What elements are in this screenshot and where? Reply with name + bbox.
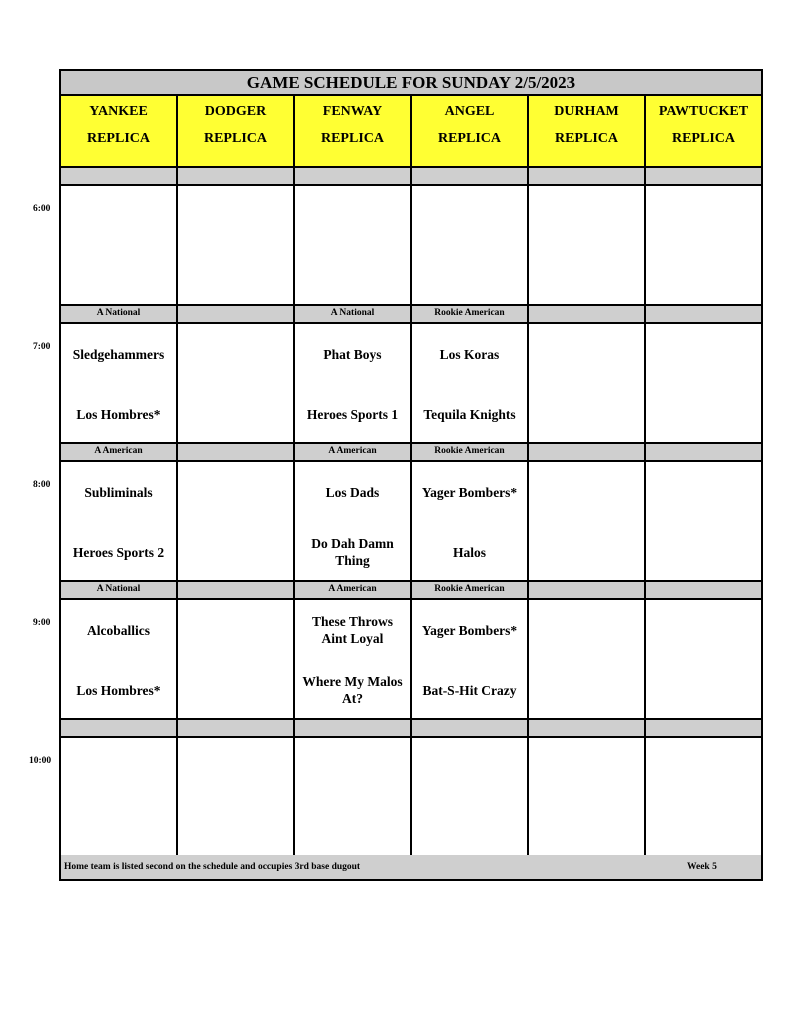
field-subname: REPLICA (203, 131, 267, 146)
field-name: YANKEE (89, 104, 148, 119)
home-team (299, 808, 406, 848)
game-cell (178, 600, 295, 720)
home-team: Halos (452, 544, 486, 560)
division-label (646, 582, 761, 600)
away-team (299, 196, 406, 236)
home-team (416, 808, 523, 848)
division-label (646, 444, 761, 462)
home-team: Heroes Sports 2 (72, 544, 165, 560)
away-team: Yager Bombers* (421, 622, 518, 638)
game-cell (61, 462, 178, 582)
home-team (65, 256, 172, 296)
game-cell (61, 738, 178, 858)
game-cell (529, 462, 646, 582)
division-label: Rookie American (412, 582, 529, 600)
time-label: 8:00 (33, 480, 51, 490)
away-team (533, 472, 640, 512)
game-cell (529, 738, 646, 858)
game-cell (646, 738, 761, 858)
game-cell (178, 738, 295, 858)
schedule-table (59, 69, 763, 881)
away-team (650, 472, 757, 512)
away-team (533, 196, 640, 236)
field-name: DURHAM (554, 104, 619, 119)
away-team (533, 334, 640, 374)
game-cell (646, 324, 761, 444)
home-team (182, 808, 289, 848)
home-team: Bat-S-Hit Crazy (422, 682, 517, 698)
game-cell (295, 738, 412, 858)
game-cell (61, 600, 178, 720)
division-label (529, 306, 646, 324)
game-cell (295, 600, 412, 720)
home-team: Heroes Sports 1 (306, 406, 399, 422)
away-team: Yager Bombers* (421, 484, 518, 500)
game-cell (412, 462, 529, 582)
division-label: Rookie American (412, 306, 529, 324)
home-team: Los Hombres* (76, 682, 161, 698)
away-team (182, 610, 289, 650)
home-team (182, 532, 289, 572)
division-label (61, 168, 178, 186)
away-team: Sledgehammers (72, 346, 165, 362)
game-cell (412, 600, 529, 720)
away-team (650, 196, 757, 236)
game-cell (295, 462, 412, 582)
home-team (533, 256, 640, 296)
home-team (533, 808, 640, 848)
home-team: Los Hombres* (76, 406, 161, 422)
away-team (416, 748, 523, 788)
division-label: A American (61, 444, 178, 462)
game-cell (178, 324, 295, 444)
away-team: Alcoballics (87, 622, 150, 638)
division-label: A National (295, 306, 412, 324)
away-team (650, 610, 757, 650)
division-label (178, 720, 295, 738)
game-cell (295, 186, 412, 306)
time-label: 7:00 (33, 342, 51, 352)
division-label (178, 168, 295, 186)
schedule-footer (61, 855, 761, 879)
division-label (529, 444, 646, 462)
away-team (533, 748, 640, 788)
away-team: Los Koras (439, 346, 500, 362)
field-name: ANGEL (444, 104, 495, 119)
field-header-4 (529, 96, 646, 168)
division-label: A National (61, 306, 178, 324)
field-name: DODGER (204, 104, 267, 119)
home-team (533, 532, 640, 572)
game-cell (178, 462, 295, 582)
home-team (650, 532, 757, 572)
game-cell (529, 600, 646, 720)
division-label: A American (295, 444, 412, 462)
away-team (65, 196, 172, 236)
home-team (650, 256, 757, 296)
division-label (646, 306, 761, 324)
division-label (529, 720, 646, 738)
field-subname: REPLICA (86, 131, 150, 146)
field-subname: REPLICA (671, 131, 735, 146)
division-label (412, 168, 529, 186)
away-team: Phat Boys (323, 346, 382, 362)
home-team (650, 394, 757, 434)
home-team (650, 670, 757, 710)
away-team (182, 748, 289, 788)
division-label (178, 582, 295, 600)
away-team (533, 610, 640, 650)
away-team (182, 196, 289, 236)
game-cell (295, 324, 412, 444)
away-team (299, 748, 406, 788)
division-label: A National (61, 582, 178, 600)
home-team (182, 394, 289, 434)
home-team (533, 670, 640, 710)
home-team (182, 670, 289, 710)
division-label (529, 582, 646, 600)
away-team (650, 748, 757, 788)
home-team (416, 256, 523, 296)
division-label (178, 306, 295, 324)
division-label: A American (295, 582, 412, 600)
division-label (646, 168, 761, 186)
game-cell (646, 462, 761, 582)
home-team: Tequila Knights (423, 406, 516, 422)
home-team: Where My Malos At? (302, 674, 403, 706)
division-label: Rookie American (412, 444, 529, 462)
away-team: Los Dads (325, 484, 380, 500)
field-subname: REPLICA (320, 131, 384, 146)
game-cell (412, 324, 529, 444)
home-team (533, 394, 640, 434)
field-subname: REPLICA (437, 131, 501, 146)
game-cell (61, 324, 178, 444)
time-label: 10:00 (29, 756, 52, 766)
away-team: These Throws Aint Loyal (312, 614, 393, 646)
game-cell (529, 324, 646, 444)
game-cell (412, 186, 529, 306)
away-team (416, 196, 523, 236)
away-team (182, 334, 289, 374)
time-label: 6:00 (33, 204, 51, 214)
field-header-5 (646, 96, 761, 168)
game-cell (178, 186, 295, 306)
away-team (65, 748, 172, 788)
division-label (412, 720, 529, 738)
division-label (529, 168, 646, 186)
field-header-1 (178, 96, 295, 168)
home-team (65, 808, 172, 848)
away-team (182, 472, 289, 512)
field-name: PAWTUCKET (658, 104, 749, 119)
time-label: 9:00 (33, 618, 51, 628)
game-cell (646, 186, 761, 306)
division-label (61, 720, 178, 738)
field-subname: REPLICA (554, 131, 618, 146)
field-header-2 (295, 96, 412, 168)
game-cell (61, 186, 178, 306)
field-header-0 (61, 96, 178, 168)
game-cell (529, 186, 646, 306)
home-team (650, 808, 757, 848)
field-header-3 (412, 96, 529, 168)
home-team (299, 256, 406, 296)
division-label (646, 720, 761, 738)
division-label (295, 720, 412, 738)
away-team (650, 334, 757, 374)
schedule-title: GAME SCHEDULE FOR SUNDAY 2/5/2023 (61, 71, 761, 96)
game-cell (646, 600, 761, 720)
home-team (182, 256, 289, 296)
home-team: Do Dah Damn Thing (311, 536, 394, 568)
game-cell (412, 738, 529, 858)
field-name: FENWAY (322, 104, 383, 119)
division-label (295, 168, 412, 186)
division-label (178, 444, 295, 462)
week-label: Week 5 (687, 862, 717, 872)
away-team: Subliminals (84, 484, 153, 500)
footer-note: Home team is listed second on the schedule and occupies 3rd base dugout (64, 862, 361, 872)
